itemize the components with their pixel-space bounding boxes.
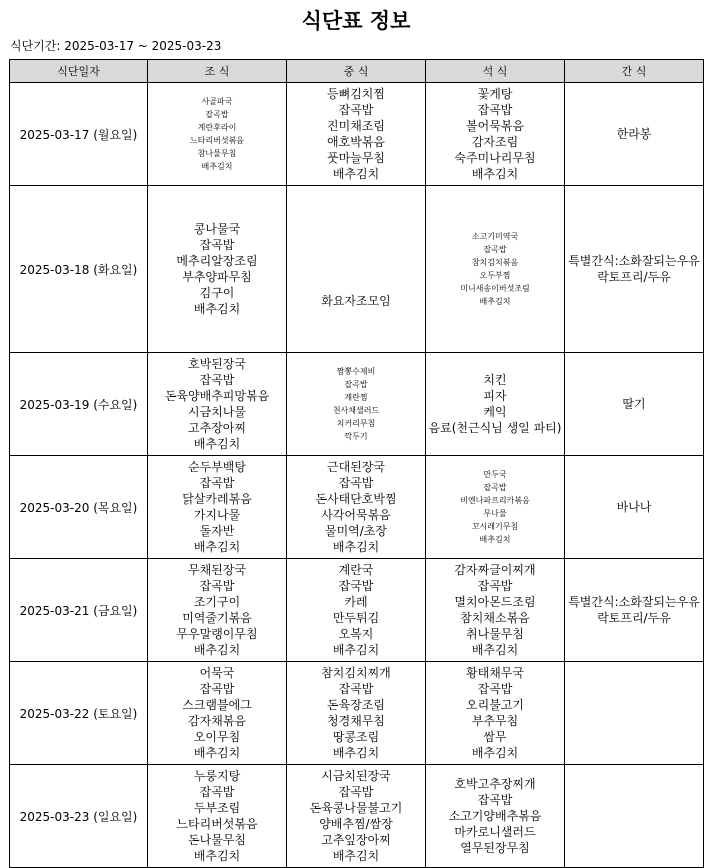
menu-item: 무채된장국 (188, 563, 246, 577)
menu-item: 마카로니샐러드 (454, 825, 536, 839)
menu-item: 사각어묵볶음 (321, 508, 391, 522)
breakfast-cell (148, 765, 287, 868)
menu-item: 무우말랭이무침 (176, 627, 258, 641)
menu-table (9, 59, 704, 868)
menu-item: 잡곡밥 (199, 682, 235, 696)
menu-item: 배추김치 (332, 849, 380, 863)
date-cell: 2025-03-23 (일요일) (10, 765, 148, 868)
menu-item: 배추김치 (332, 643, 380, 657)
menu-item: 열무된장무침 (460, 841, 530, 855)
table-row (10, 662, 704, 765)
menu-item: 오리불고기 (466, 698, 524, 712)
menu-item: 스크램블에그 (182, 698, 252, 712)
menu-item: 조기구이 (193, 595, 241, 609)
menu-item: 잡곡밥 (199, 579, 235, 593)
menu-item: 잡곡밥 (199, 238, 235, 252)
snack-cell (565, 662, 704, 765)
menu-item: 감자조림 (471, 135, 519, 149)
menu-item: 만두튀김 (332, 611, 380, 625)
menu-item: 오이무침 (193, 730, 241, 744)
menu-item: 짬뽕수제비 (336, 367, 376, 376)
menu-item: 피자 (483, 389, 507, 403)
menu-item: 계란국 (338, 563, 374, 577)
menu-item: 돈육콩나물불고기 (309, 801, 403, 815)
menu-item: 꽃게탕 (477, 87, 513, 101)
menu-item: 근대된장국 (327, 460, 385, 474)
menu-item: 잡곡밥 (344, 380, 368, 389)
menu-item: 배추김치 (332, 746, 380, 760)
menu-item: 애호박볶음 (327, 135, 385, 149)
menu-item: 치킨 (483, 373, 507, 387)
table-row (10, 559, 704, 662)
menu-item: 숙주미나리무침 (454, 151, 536, 165)
menu-item: 느타리버섯볶음 (176, 817, 258, 831)
menu-item: 돌자반 (199, 524, 235, 538)
menu-item: 잡곡밥 (483, 245, 507, 254)
header-dinner: 석 식 (426, 60, 565, 83)
menu-item: 잡곡밥 (205, 110, 229, 119)
header-breakfast: 조 식 (148, 60, 287, 83)
menu-item: 부추양파무침 (182, 270, 252, 284)
menu-item: 잡곡밥 (199, 476, 235, 490)
snack-item: 특별간식:소화잘되는우유 (568, 595, 700, 609)
menu-item: 잡곡밥 (338, 682, 374, 696)
menu-item: 참치김치찌개 (321, 666, 391, 680)
menu-item: 느타리버섯볶음 (189, 136, 245, 145)
menu-item: 배추김치 (193, 540, 241, 554)
snack-cell (565, 765, 704, 868)
table-row (10, 186, 704, 353)
breakfast-cell (148, 456, 287, 559)
snack-item: 특별간식:소화잘되는우유 (568, 254, 700, 268)
menu-item: 배추김치 (332, 167, 380, 181)
menu-item: 돈육장조림 (327, 698, 385, 712)
menu-item: 잡곡밥 (477, 103, 513, 117)
snack-cell (565, 559, 704, 662)
menu-item: 진미채조림 (327, 119, 385, 133)
menu-item: 잡곡밥 (483, 483, 507, 492)
breakfast-cell (148, 83, 287, 186)
menu-item: 참치채소볶음 (460, 611, 530, 625)
date-cell: 2025-03-18 (화요일) (10, 186, 148, 353)
table-row (10, 765, 704, 868)
menu-item: 잡곡밥 (477, 579, 513, 593)
breakfast-cell (148, 186, 287, 353)
menu-item: 잡곡밥 (477, 682, 513, 696)
header-date: 식단일자 (10, 60, 148, 83)
lunch-cell (287, 186, 426, 353)
snack-cell (565, 83, 704, 186)
header-snack: 간 식 (565, 60, 704, 83)
menu-item: 배추김치 (193, 643, 241, 657)
menu-item: 감자채볶음 (188, 714, 246, 728)
menu-item: 미니새송이버섯조림 (460, 284, 530, 293)
dinner-cell (426, 765, 565, 868)
menu-item: 참나물무침 (197, 149, 237, 158)
menu-item: 잡곡밥 (338, 103, 374, 117)
menu-item: 땅콩조림 (332, 730, 380, 744)
lunch-cell (287, 83, 426, 186)
date-cell: 2025-03-22 (토요일) (10, 662, 148, 765)
menu-item: 고추잎장아찌 (321, 833, 391, 847)
date-cell: 2025-03-20 (목요일) (10, 456, 148, 559)
snack-cell (565, 353, 704, 456)
menu-item: 호박고추장찌개 (454, 777, 536, 791)
menu-item: 비엔나파프리카볶음 (460, 496, 530, 505)
menu-item: 카레 (344, 595, 368, 609)
menu-item: 잡곡밥 (199, 785, 235, 799)
menu-item: 소고기양배추볶음 (448, 809, 542, 823)
menu-item: 배추김치 (471, 643, 519, 657)
menu-item: 닭살카레볶음 (182, 492, 252, 506)
menu-item: 순두부백탕 (188, 460, 246, 474)
menu-item: 배추김치 (193, 302, 241, 316)
menu-item: 콩나물국 (193, 222, 241, 236)
snack-cell (565, 186, 704, 353)
table-row (10, 456, 704, 559)
dinner-cell (426, 559, 565, 662)
table-row (10, 353, 704, 456)
menu-item: 풋마늘무침 (327, 151, 385, 165)
menu-item: 잡곡밥 (338, 785, 374, 799)
date-cell: 2025-03-19 (수요일) (10, 353, 148, 456)
menu-item: 천사채샐러드 (332, 406, 380, 415)
menu-item: 오두부찜 (479, 271, 511, 280)
menu-item: 잡곡밥 (477, 793, 513, 807)
menu-item: 청경채무침 (327, 714, 385, 728)
lunch-cell (287, 765, 426, 868)
breakfast-cell (148, 559, 287, 662)
dinner-cell (426, 83, 565, 186)
dinner-cell (426, 186, 565, 353)
menu-item: 고추장아찌 (188, 421, 246, 435)
menu-item: 배추김치 (193, 849, 241, 863)
menu-item: 잡곡밥 (199, 373, 235, 387)
menu-item: 쌈무 (483, 730, 507, 744)
lunch-cell (287, 662, 426, 765)
menu-item: 미역줄기볶음 (182, 611, 252, 625)
date-cell: 2025-03-21 (금요일) (10, 559, 148, 662)
breakfast-cell (148, 353, 287, 456)
menu-item: 가지나물 (193, 508, 241, 522)
dinner-cell (426, 456, 565, 559)
menu-item: 배추김치 (479, 297, 511, 306)
lunch-cell (287, 456, 426, 559)
menu-item: 만두국 (483, 470, 507, 479)
menu-item: 치커리무침 (336, 419, 376, 428)
menu-item: 멸치아몬드조림 (454, 595, 536, 609)
header-lunch: 중 식 (287, 60, 426, 83)
lunch-cell (287, 353, 426, 456)
menu-item: 꼬시레기무침 (471, 522, 519, 531)
menu-item: 돈사태단호박찜 (315, 492, 397, 506)
menu-item: 김구이 (199, 286, 235, 300)
date-cell: 2025-03-17 (월요일) (10, 83, 148, 186)
menu-item: 배추김치 (471, 167, 519, 181)
menu-item: 메추리알장조림 (176, 254, 258, 268)
menu-item: 누룽지탕 (193, 769, 241, 783)
menu-item: 물미역/초장 (324, 524, 387, 538)
menu-item: 잡곡밥 (338, 476, 374, 490)
menu-item: 어묵국 (199, 666, 235, 680)
menu-item: 참치김치볶음 (471, 258, 519, 267)
snack-item: 바나나 (616, 500, 652, 514)
menu-item: 배추김치 (479, 535, 511, 544)
snack-item: 한라봉 (616, 127, 652, 141)
menu-item: 배추김치 (201, 162, 233, 171)
dinner-cell (426, 662, 565, 765)
snack-cell (565, 456, 704, 559)
menu-item: 호박된장국 (188, 357, 246, 371)
menu-item: 사골파국 (201, 97, 233, 106)
menu-item: 배추김치 (193, 437, 241, 451)
menu-item: 돈나물무침 (188, 833, 246, 847)
table-header-row (10, 60, 704, 83)
snack-item: 락토프리/두유 (597, 270, 671, 284)
menu-item: 황태채무국 (466, 666, 524, 680)
breakfast-cell (148, 662, 287, 765)
menu-item: 돈육양배추피망볶음 (164, 389, 270, 403)
menu-item: 시금치된장국 (321, 769, 391, 783)
menu-item: 계란찜 (344, 393, 368, 402)
menu-item: 케익 (483, 405, 507, 419)
page-title: 식단표 정보 (301, 9, 411, 33)
menu-item: 잡국밥 (338, 579, 374, 593)
menu-item: 소고기미역국 (471, 232, 519, 241)
menu-item: 오복지 (338, 627, 374, 641)
menu-item: 볼어묵볶음 (466, 119, 524, 133)
menu-item: 두부조림 (193, 801, 241, 815)
menu-item: 배추김치 (471, 746, 519, 760)
meal-period: 식단기간: 2025-03-17 ~ 2025-03-23 (10, 39, 222, 53)
menu-item: 무나물 (483, 509, 507, 518)
menu-item: 계란후라이 (197, 123, 237, 132)
menu-item: 깍두기 (344, 432, 368, 441)
menu-item: 시금치나물 (188, 405, 246, 419)
snack-item: 락토프리/두유 (597, 611, 671, 625)
menu-item: 배추김치 (332, 540, 380, 554)
menu-item: 음료(천근식님 생일 파티) (428, 421, 562, 435)
table-row (10, 83, 704, 186)
menu-item: 취나물무침 (466, 627, 524, 641)
lunch-cell (287, 559, 426, 662)
snack-item: 딸기 (622, 397, 646, 411)
menu-item: 감자짜글이찌개 (454, 563, 536, 577)
menu-item: 화요자조모임 (321, 294, 391, 308)
menu-item: 배추김치 (193, 746, 241, 760)
menu-item: 양배추찜/쌈장 (319, 817, 393, 831)
dinner-cell (426, 353, 565, 456)
menu-item: 등뼈김치찜 (327, 87, 385, 101)
menu-item: 부추무침 (471, 714, 519, 728)
